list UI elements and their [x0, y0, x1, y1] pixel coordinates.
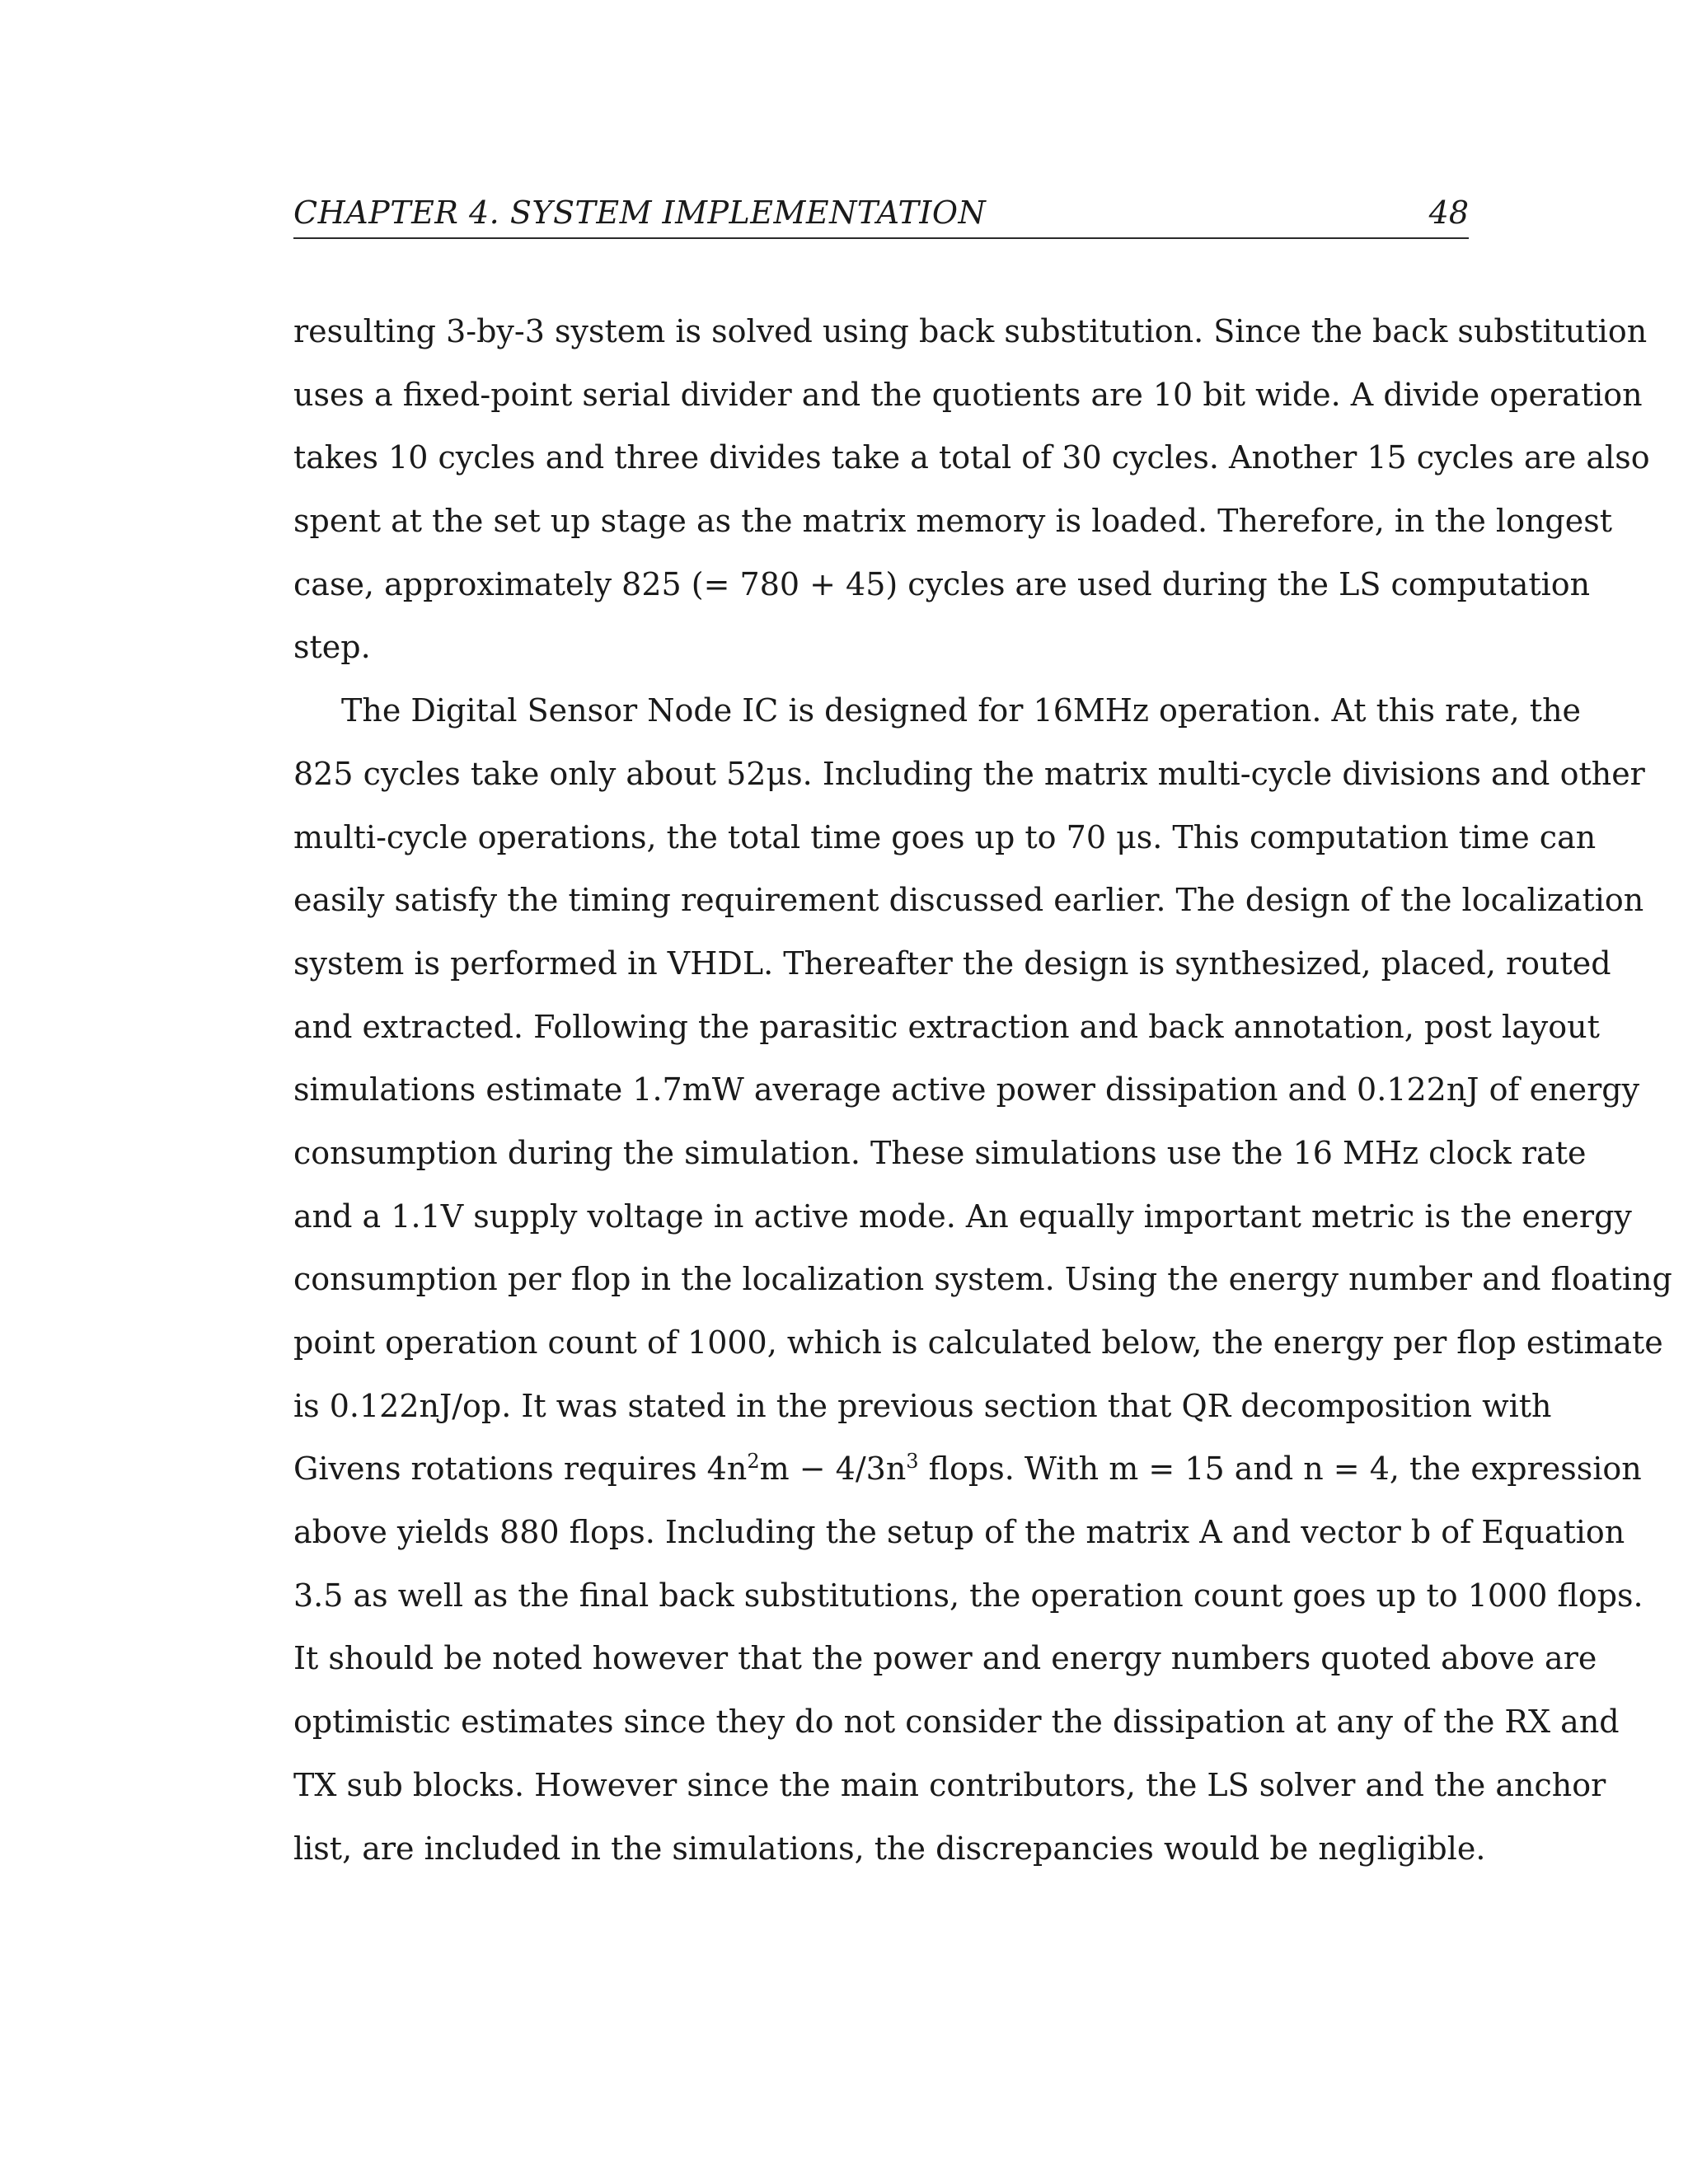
text-line: and a 1.1V supply voltage in active mode. An equally important metric is the energy [293, 1197, 1632, 1235]
paragraph-1 [293, 300, 1650, 679]
text-line: and extracted. Following the parasitic extraction and back annotation, post layout [293, 1008, 1600, 1045]
text-line: easily satisfy the timing requirement discussed earlier. The design of the localization [293, 882, 1644, 919]
text-line: takes 10 cycles and three divides take a total of 30 cycles. Another 15 cycles are also [293, 439, 1650, 476]
running-header [293, 191, 1469, 239]
text-line: 825 cycles take only about 52μs. Including the matrix multi-cycle divisions and other [293, 755, 1645, 792]
superscript-2: 2 [747, 1450, 760, 1474]
body-text [293, 300, 1672, 1880]
text-line: resulting 3-by-3 system is solved using back substitution. Since the back substitution [293, 313, 1648, 349]
formula-line [293, 1437, 1642, 1501]
text-line: It should be noted however that the power and energy numbers quoted above are [293, 1640, 1597, 1677]
text-line: system is performed in VHDL. Thereafter the design is synthesized, placed, routed [293, 944, 1611, 982]
text-line: consumption per flop in the localization system. Using the energy number and floating [293, 1261, 1672, 1298]
text-line: optimistic estimates since they do not consider the dissipation at any of the RX and [293, 1704, 1620, 1741]
formula-text-pre: Givens rotations requires 4n [293, 1451, 748, 1488]
paragraph-2 [293, 679, 1672, 1880]
text-line: case, approximately 825 (= 780 + 45) cycles are used during the LS computation [293, 565, 1591, 602]
text-line: uses a fixed-point serial divider and the quotients are 10 bit wide. A divide operation [293, 376, 1643, 413]
text-line: 3.5 as well as the final back substitutions, the operation count goes up to 1000 flops. [293, 1577, 1643, 1614]
text-line: list, are included in the simulations, the discrepancies would be negligible. [293, 1830, 1486, 1867]
chapter-title: CHAPTER 4. SYSTEM IMPLEMENTATION [293, 194, 987, 231]
formula-text-mid: m − 4/3n [759, 1451, 907, 1488]
text-line: is 0.122nJ/op. It was stated in the previous section that QR decomposition with [293, 1387, 1552, 1424]
text-line: step. [293, 629, 371, 666]
text-line: The Digital Sensor Node IC is designed for 16MHz operation. At this rate, the [341, 692, 1582, 729]
formula-text-post: flops. With m = 15 and n = 4, the expression [918, 1451, 1642, 1488]
text-line: above yields 880 flops. Including the setup of the matrix A and vector b of Equation [293, 1514, 1625, 1551]
page-number: 48 [1428, 194, 1469, 231]
text-line: consumption during the simulation. These simulations use the 16 MHz clock rate [293, 1134, 1587, 1171]
text-line: TX sub blocks. However since the main contributors, the LS solver and the anchor [293, 1766, 1606, 1803]
text-line: simulations estimate 1.7mW average active power dissipation and 0.122nJ of energy [293, 1071, 1640, 1108]
text-line: multi-cycle operations, the total time goes up to 70 μs. This computation time can [293, 818, 1597, 855]
text-line: spent at the set up stage as the matrix memory is loaded. Therefore, in the longest [293, 503, 1613, 540]
text-line: point operation count of 1000, which is calculated below, the energy per flop estimate [293, 1324, 1663, 1361]
superscript-3: 3 [906, 1450, 919, 1474]
